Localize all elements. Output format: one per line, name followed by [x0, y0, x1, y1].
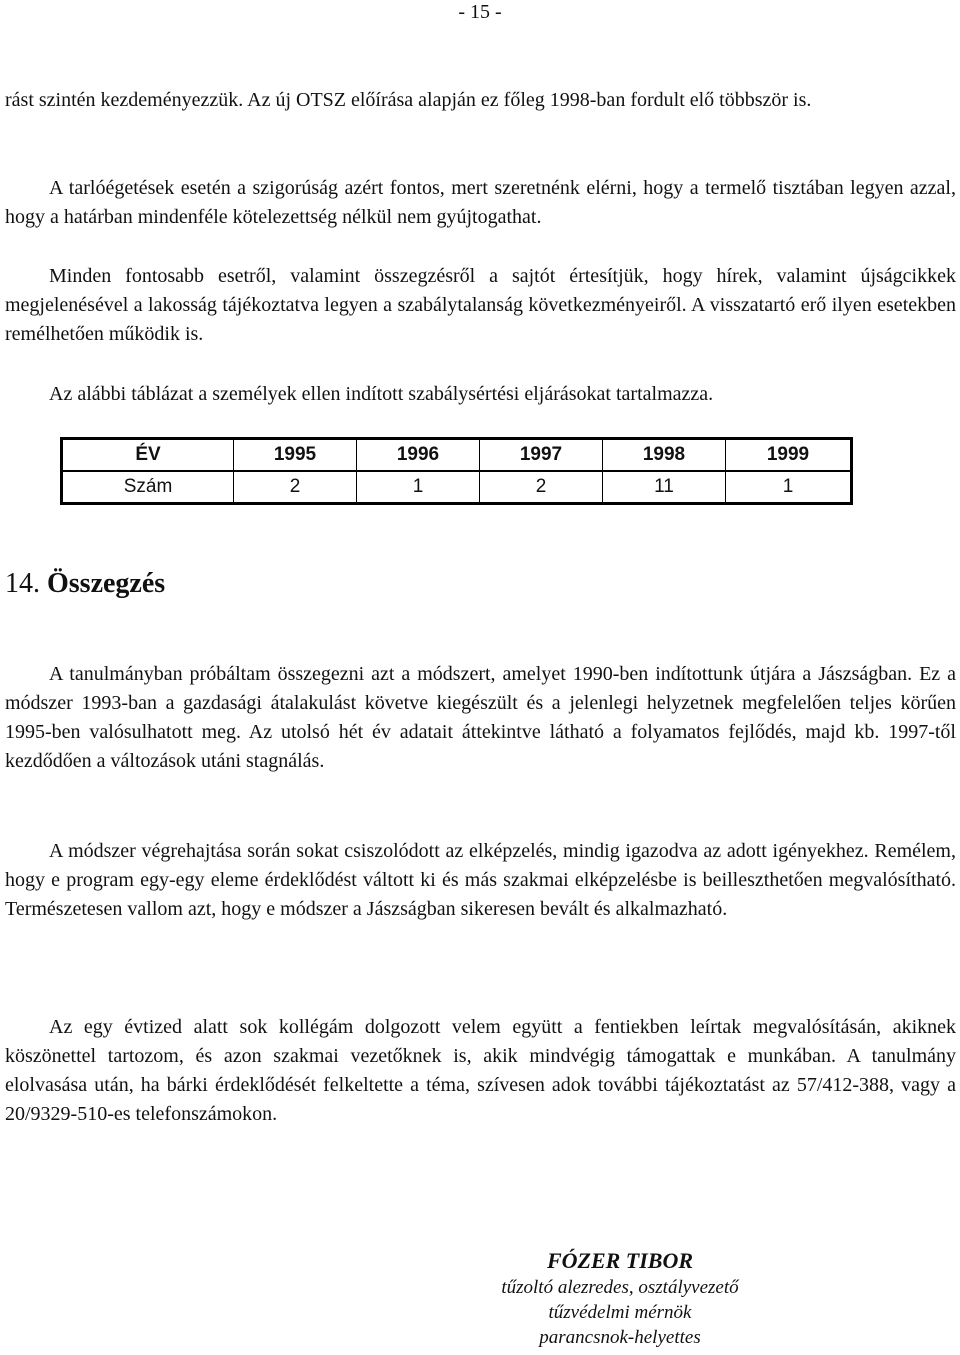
table-cell: 11 — [603, 471, 726, 504]
section-number: 14. — [5, 568, 40, 599]
section-title: Összegzés — [47, 568, 166, 599]
proceedings-table — [60, 437, 853, 505]
table-row — [62, 471, 852, 504]
table-header-cell: 1996 — [357, 439, 480, 472]
signature-rank: tűzoltó alezredes, osztályvezető — [501, 1277, 739, 1298]
paragraph-osszegzes: A tanulmányban próbáltam összegezni azt a módszert, amelyet 1990-ben indítottunk útjára a Jászságban. Ez a módszer 1993-ban a gazdasági átalakulást követve kiegészült és a jelenlegi helyzetnek megfelelően teljes körűen 1995-ben valósulhatott meg. Az utolsó hét év adatait áttekintve látható a folyamatos fejlődés, majd kb. 1997-től kezdődően a változások utáni stagnálás. — [5, 663, 956, 772]
table-header-cell: ÉV — [62, 439, 234, 472]
proceedings-table-wrap — [60, 437, 853, 505]
signature-position: parancsnok-helyettes — [539, 1327, 701, 1348]
table-cell: Szám — [62, 471, 234, 504]
signature-block — [440, 1247, 800, 1350]
table-header-row — [62, 439, 852, 472]
paragraph-table-intro: Az alábbi táblázat a személyek ellen indított szabálysértési eljárásokat tartalmazza. — [49, 383, 714, 405]
table-cell: 2 — [234, 471, 357, 504]
table-header-cell: 1999 — [726, 439, 852, 472]
table-header-cell: 1998 — [603, 439, 726, 472]
signature-profession: tűzvédelmi mérnök — [548, 1302, 692, 1323]
paragraph-modszer: A módszer végrehajtása során sokat csiszolódott az elképzelés, mindig igazodva az adott igényekhez. Remélem, hogy e program egy-egy eleme érdeklődést váltott ki és más szakmai elképzelésbe is beilleszthetően megvalósítható. Természetesen vallom azt, hogy e módszer a Jászságban sikeresen bevált és alkalmazható. — [5, 840, 956, 920]
table-cell: 2 — [480, 471, 603, 504]
paragraph-sajto: Minden fontosabb esetről, valamint összegzésről a sajtót értesítjük, hogy hírek, valamint újságcikkek megjelenésével a lakosság tájékoztatva legyen a szabálytalanság következményeiről. A visszatartó erő ilyen esetekben remélhetően működik is. — [5, 265, 956, 345]
page-number: - 15 - — [458, 1, 502, 23]
table-cell: 1 — [357, 471, 480, 504]
table-header-cell: 1995 — [234, 439, 357, 472]
paragraph-otsz: rást szintén kezdeményezzük. Az új OTSZ előírása alapján ez főleg 1998-ban fordult elő többször is. — [5, 89, 812, 111]
paragraph-koszonet: Az egy évtized alatt sok kollégám dolgozott velem együtt a fentiekben leírtak megvalósításán, akiknek köszönettel tartozom, és azon szakmai vezetőknek is, akik mindvégig támogattak e munkában. A tanulmány elolvasása után, ha bárki érdeklődését felkeltette a téma, szívesen adok további tájékoztatást az 57/412-388, vagy a 20/9329-510-es telefonszámokon. — [5, 1016, 956, 1125]
table-cell: 1 — [726, 471, 852, 504]
paragraph-tarloegetes: A tarlóégetések esetén a szigorúság azért fontos, mert szeretnénk elérni, hogy a termelő tisztában legyen azzal, hogy a határban mindenféle kötelezettség nélkül nem gyújtogathat. — [5, 177, 956, 228]
section-heading — [5, 566, 165, 602]
signature-name: FÓZER TIBOR — [546, 1248, 694, 1273]
table-header-cell: 1997 — [480, 439, 603, 472]
